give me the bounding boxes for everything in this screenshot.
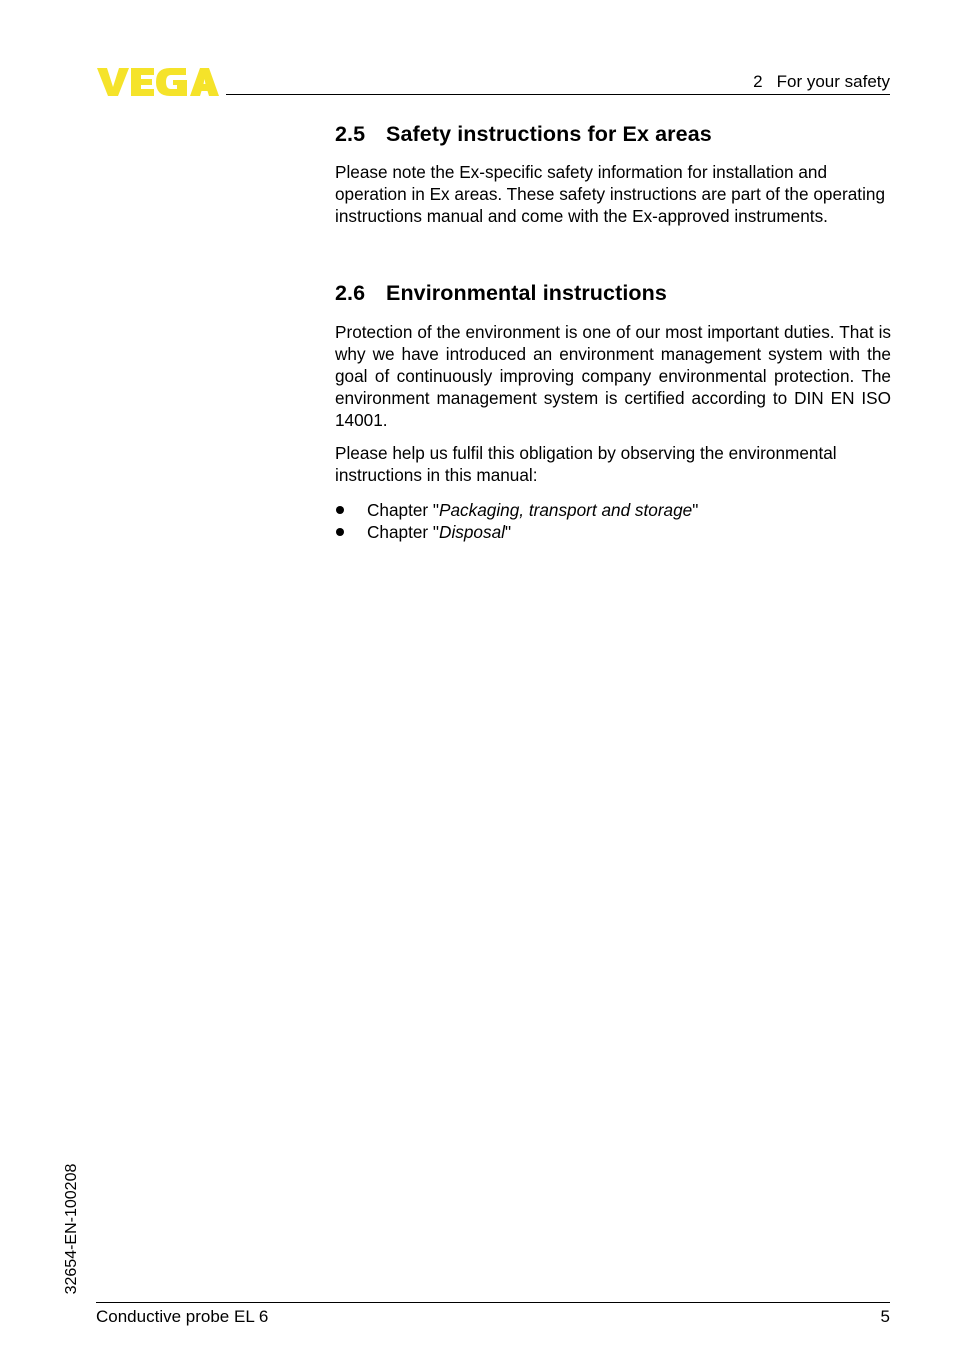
chapter-reference: Disposal (439, 522, 505, 542)
chapter-reference-list (335, 499, 698, 543)
bullet-suffix: " (692, 500, 699, 520)
section-2-6-paragraph-1: Protection of the environment is one of our most important duties. That is why we have introduced an environment management system with the goal of continuously improving company environmental protection. The environment management system is certified according to DIN EN ISO 14001. (335, 322, 891, 430)
section-2-5-paragraph: Please note the Ex-specific safety information for installation and operation in Ex areas. These safety instructions are part of the operating instructions manual and come with the Ex-approved instruments. (335, 162, 885, 226)
vega-logo (96, 66, 220, 98)
bullet-suffix: " (504, 522, 512, 542)
bullet-prefix: Chapter " (367, 522, 440, 542)
section-number: 2.5 (335, 122, 366, 146)
list-item (335, 521, 698, 543)
header-rule (226, 94, 890, 95)
bullet-dot (336, 506, 344, 514)
bullet-prefix: Chapter " (367, 500, 440, 520)
section-title: Safety instructions for Ex areas (386, 122, 712, 146)
header-chapter-title: For your safety (776, 72, 890, 91)
section-heading-2-5 (335, 122, 712, 147)
vega-logo-graphic (96, 66, 220, 98)
section-heading-2-6 (335, 281, 667, 306)
footer-rule (96, 1302, 890, 1303)
list-item (335, 499, 698, 521)
section-number: 2.6 (335, 281, 366, 305)
running-header (753, 72, 890, 92)
document-code: 32654-EN-100208 (63, 1163, 80, 1295)
header-chapter-number: 2 (753, 72, 763, 91)
page-number: 5 (880, 1307, 890, 1326)
chapter-reference: Packaging, transport and storage (439, 500, 693, 520)
footer-document-title: Conductive probe EL 6 (96, 1307, 269, 1326)
section-2-6-paragraph-2: Please help us fulfil this obligation by observing the environmental instructions in this manual: (335, 443, 837, 485)
bullet-dot (336, 528, 344, 536)
section-title: Environmental instructions (386, 281, 667, 305)
